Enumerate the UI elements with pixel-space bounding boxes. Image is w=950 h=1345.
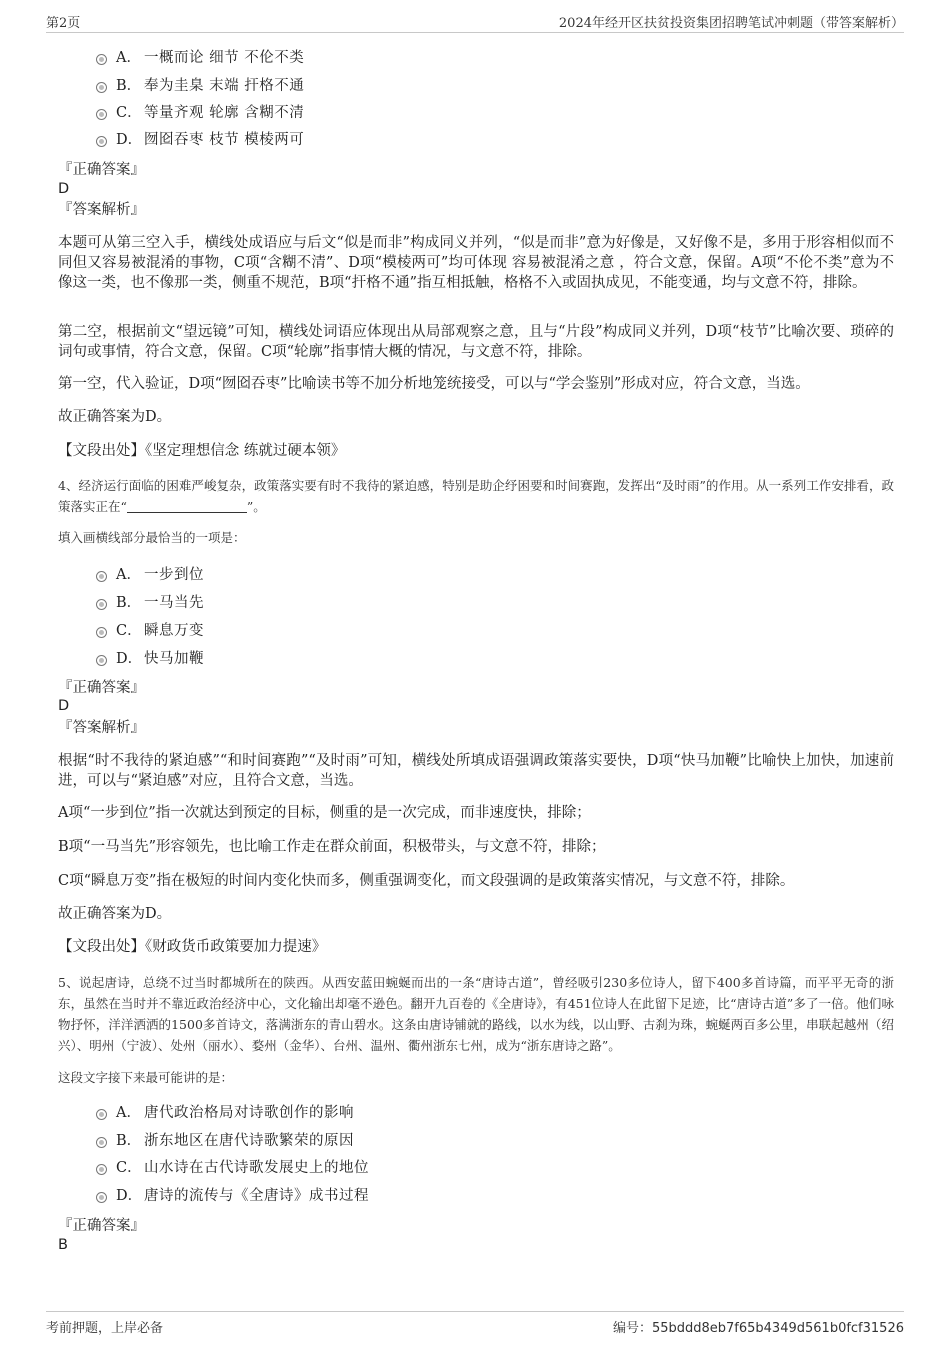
- q4-option-b[interactable]: B． 一马当先: [96, 592, 204, 614]
- q5-option-b[interactable]: B． 浙东地区在唐代诗歌繁荣的原因: [96, 1130, 354, 1152]
- q3-option-d[interactable]: D． 囫囵吞枣 枝节 模棱两可: [96, 129, 304, 151]
- page-header: [46, 10, 904, 33]
- radio-icon[interactable]: [96, 627, 107, 638]
- q5-option-d[interactable]: D． 唐诗的流传与《全唐诗》成书过程: [96, 1185, 369, 1207]
- q4-option-c[interactable]: C． 瞬息万变: [96, 620, 204, 642]
- q3-analysis-paragraph: 第二空，根据前文“望远镜”可知，横线处词语应体现出从局部观察之意，且与“片段”构成同义并列，D项“枝节”比喻次要、琐碎的词句或事情，符合文意，保留。C项“轮廓”指事情大概的情况，与文意不符，排除。: [58, 324, 894, 360]
- q4-option-a[interactable]: A． 一步到位: [96, 564, 204, 586]
- q3-answer: D: [58, 181, 70, 197]
- radio-icon[interactable]: [96, 109, 107, 120]
- q5-stem: 5、说起唐诗，总绕不过当时都城所在的陕西。从西安蓝田蜿蜒而出的一条“唐诗古道”，曾经吸引230多位诗人，留下400多首诗篇，而平平无奇的浙东，虽然在当时并不靠近政治经济中心，文化输出却毫不逊色。翻开九百卷的《全唐诗》，有451位诗人在此留下足迹，比“唐诗古道”多了一倍。他们咏物抒怀，洋洋洒洒的1500多首诗文，落满浙东的青山碧水。这条由唐诗铺就的路线，以水为线，以山野、古刹为珠，蜿蜒两百多公里，串联起越州（绍兴）、明州（宁波）、处州（丽水）、婺州（金华）、台州、温州、衢州浙东七州，成为“浙东唐诗之路”。: [58, 975, 894, 1053]
- radio-icon[interactable]: [96, 54, 107, 65]
- q5-option-c[interactable]: C． 山水诗在古代诗歌发展史上的地位: [96, 1157, 369, 1179]
- radio-icon[interactable]: [96, 1109, 107, 1120]
- radio-icon[interactable]: [96, 82, 107, 93]
- answer-blank: [127, 499, 247, 513]
- q3-analysis-label: 『答案解析』: [58, 202, 145, 218]
- q3-option-b[interactable]: B． 奉为圭臬 末端 扞格不通: [96, 75, 304, 97]
- q5-answer-label: 『正确答案』: [58, 1218, 145, 1234]
- q3-option-a[interactable]: A． 一概而论 细节 不伦不类: [96, 47, 304, 69]
- radio-icon[interactable]: [96, 1192, 107, 1203]
- q4-option-d[interactable]: D． 快马加鞭: [96, 648, 204, 670]
- q4-analysis-conclusion: 故正确答案为D。: [58, 906, 172, 922]
- q4-analysis-paragraph: C项“瞬息万变”指在极短的时间内变化快而多，侧重强调变化，而文段强调的是政策落实情况，与文意不符，排除。: [58, 873, 795, 889]
- q4-analysis-label: 『答案解析』: [58, 720, 145, 736]
- q4-source: 【文段出处】《财政货币政策要加力提速》: [58, 939, 327, 955]
- page-footer: [46, 1311, 904, 1338]
- q4-analysis-paragraph: B项“一马当先”形容领先，也比喻工作走在群众前面，积极带头，与文意不符，排除；: [58, 839, 606, 855]
- radio-icon[interactable]: [96, 655, 107, 666]
- radio-icon[interactable]: [96, 571, 107, 582]
- q4-answer-label: 『正确答案』: [58, 680, 145, 696]
- radio-icon[interactable]: [96, 1137, 107, 1148]
- document-code: 编号：55bddd8eb7f65b4349d561b0fcf31526: [612, 1321, 904, 1336]
- q3-answer-label: 『正确答案』: [58, 162, 145, 178]
- q3-analysis-conclusion: 故正确答案为D。: [58, 409, 172, 425]
- document-title: 2024年经开区扶贫投资集团招聘笔试冲刺题（带答案解析）: [558, 16, 904, 31]
- q5-answer: B: [58, 1237, 68, 1253]
- q5-option-a[interactable]: A． 唐代政治格局对诗歌创作的影响: [96, 1102, 354, 1124]
- q3-option-c[interactable]: C． 等量齐观 轮廓 含糊不清: [96, 102, 304, 124]
- q4-analysis-paragraph: A项“一步到位”指一次就达到预定的目标，侧重的是一次完成，而非速度快，排除；: [58, 805, 591, 821]
- q4-analysis-paragraph: 根据“时不我待的紧迫感”“和时间赛跑”“及时雨”可知，横线处所填成语强调政策落实要快，D项“快马加鞭”比喻快上加快，加速前进，可以与“紧迫感”对应，且符合文意，当选。: [58, 753, 894, 789]
- radio-icon[interactable]: [96, 599, 107, 610]
- q3-source: 【文段出处】《坚定理想信念 练就过硬本领》: [58, 443, 346, 459]
- q4-answer: D: [58, 698, 70, 714]
- radio-icon[interactable]: [96, 136, 107, 147]
- page-number: 第2页: [46, 16, 81, 31]
- q4-prompt: 填入画横线部分最恰当的一项是：: [58, 530, 246, 545]
- radio-icon[interactable]: [96, 1164, 107, 1175]
- q4-stem: 4、经济运行面临的困难严峻复杂，政策落实要有时不我待的紧迫感，特别是助企纾困要和时间赛跑，发挥出“及时雨”的作用。从一系列工作安排看，政策落实正在“ ”。: [58, 478, 894, 514]
- q3-analysis-paragraph: 本题可从第三空入手，横线处成语应与后文“似是而非”构成同义并列，“似是而非”意为好像是，又好像不是，多用于形容相似而不同但又容易被混淆的事物，C项“含糊不清”、D项“模棱两可”均可体现 容易被混淆之意 ，符合文意，保留。A项“不伦不类”意为不像这一类，也不像那一类，侧重不规范，B项“扞格不通”指互相抵触，格格不入或固执成见，不能变通，均与文意不符，排除。: [58, 235, 894, 291]
- footer-slogan: 考前押题，上岸必备: [46, 1321, 164, 1336]
- q5-prompt: 这段文字接下来最可能讲的是：: [58, 1070, 234, 1085]
- q3-analysis-paragraph: 第一空，代入验证，D项“囫囵吞枣”比喻读书等不加分析地笼统接受，可以与“学会鉴别”形成对应，符合文意，当选。: [58, 376, 810, 392]
